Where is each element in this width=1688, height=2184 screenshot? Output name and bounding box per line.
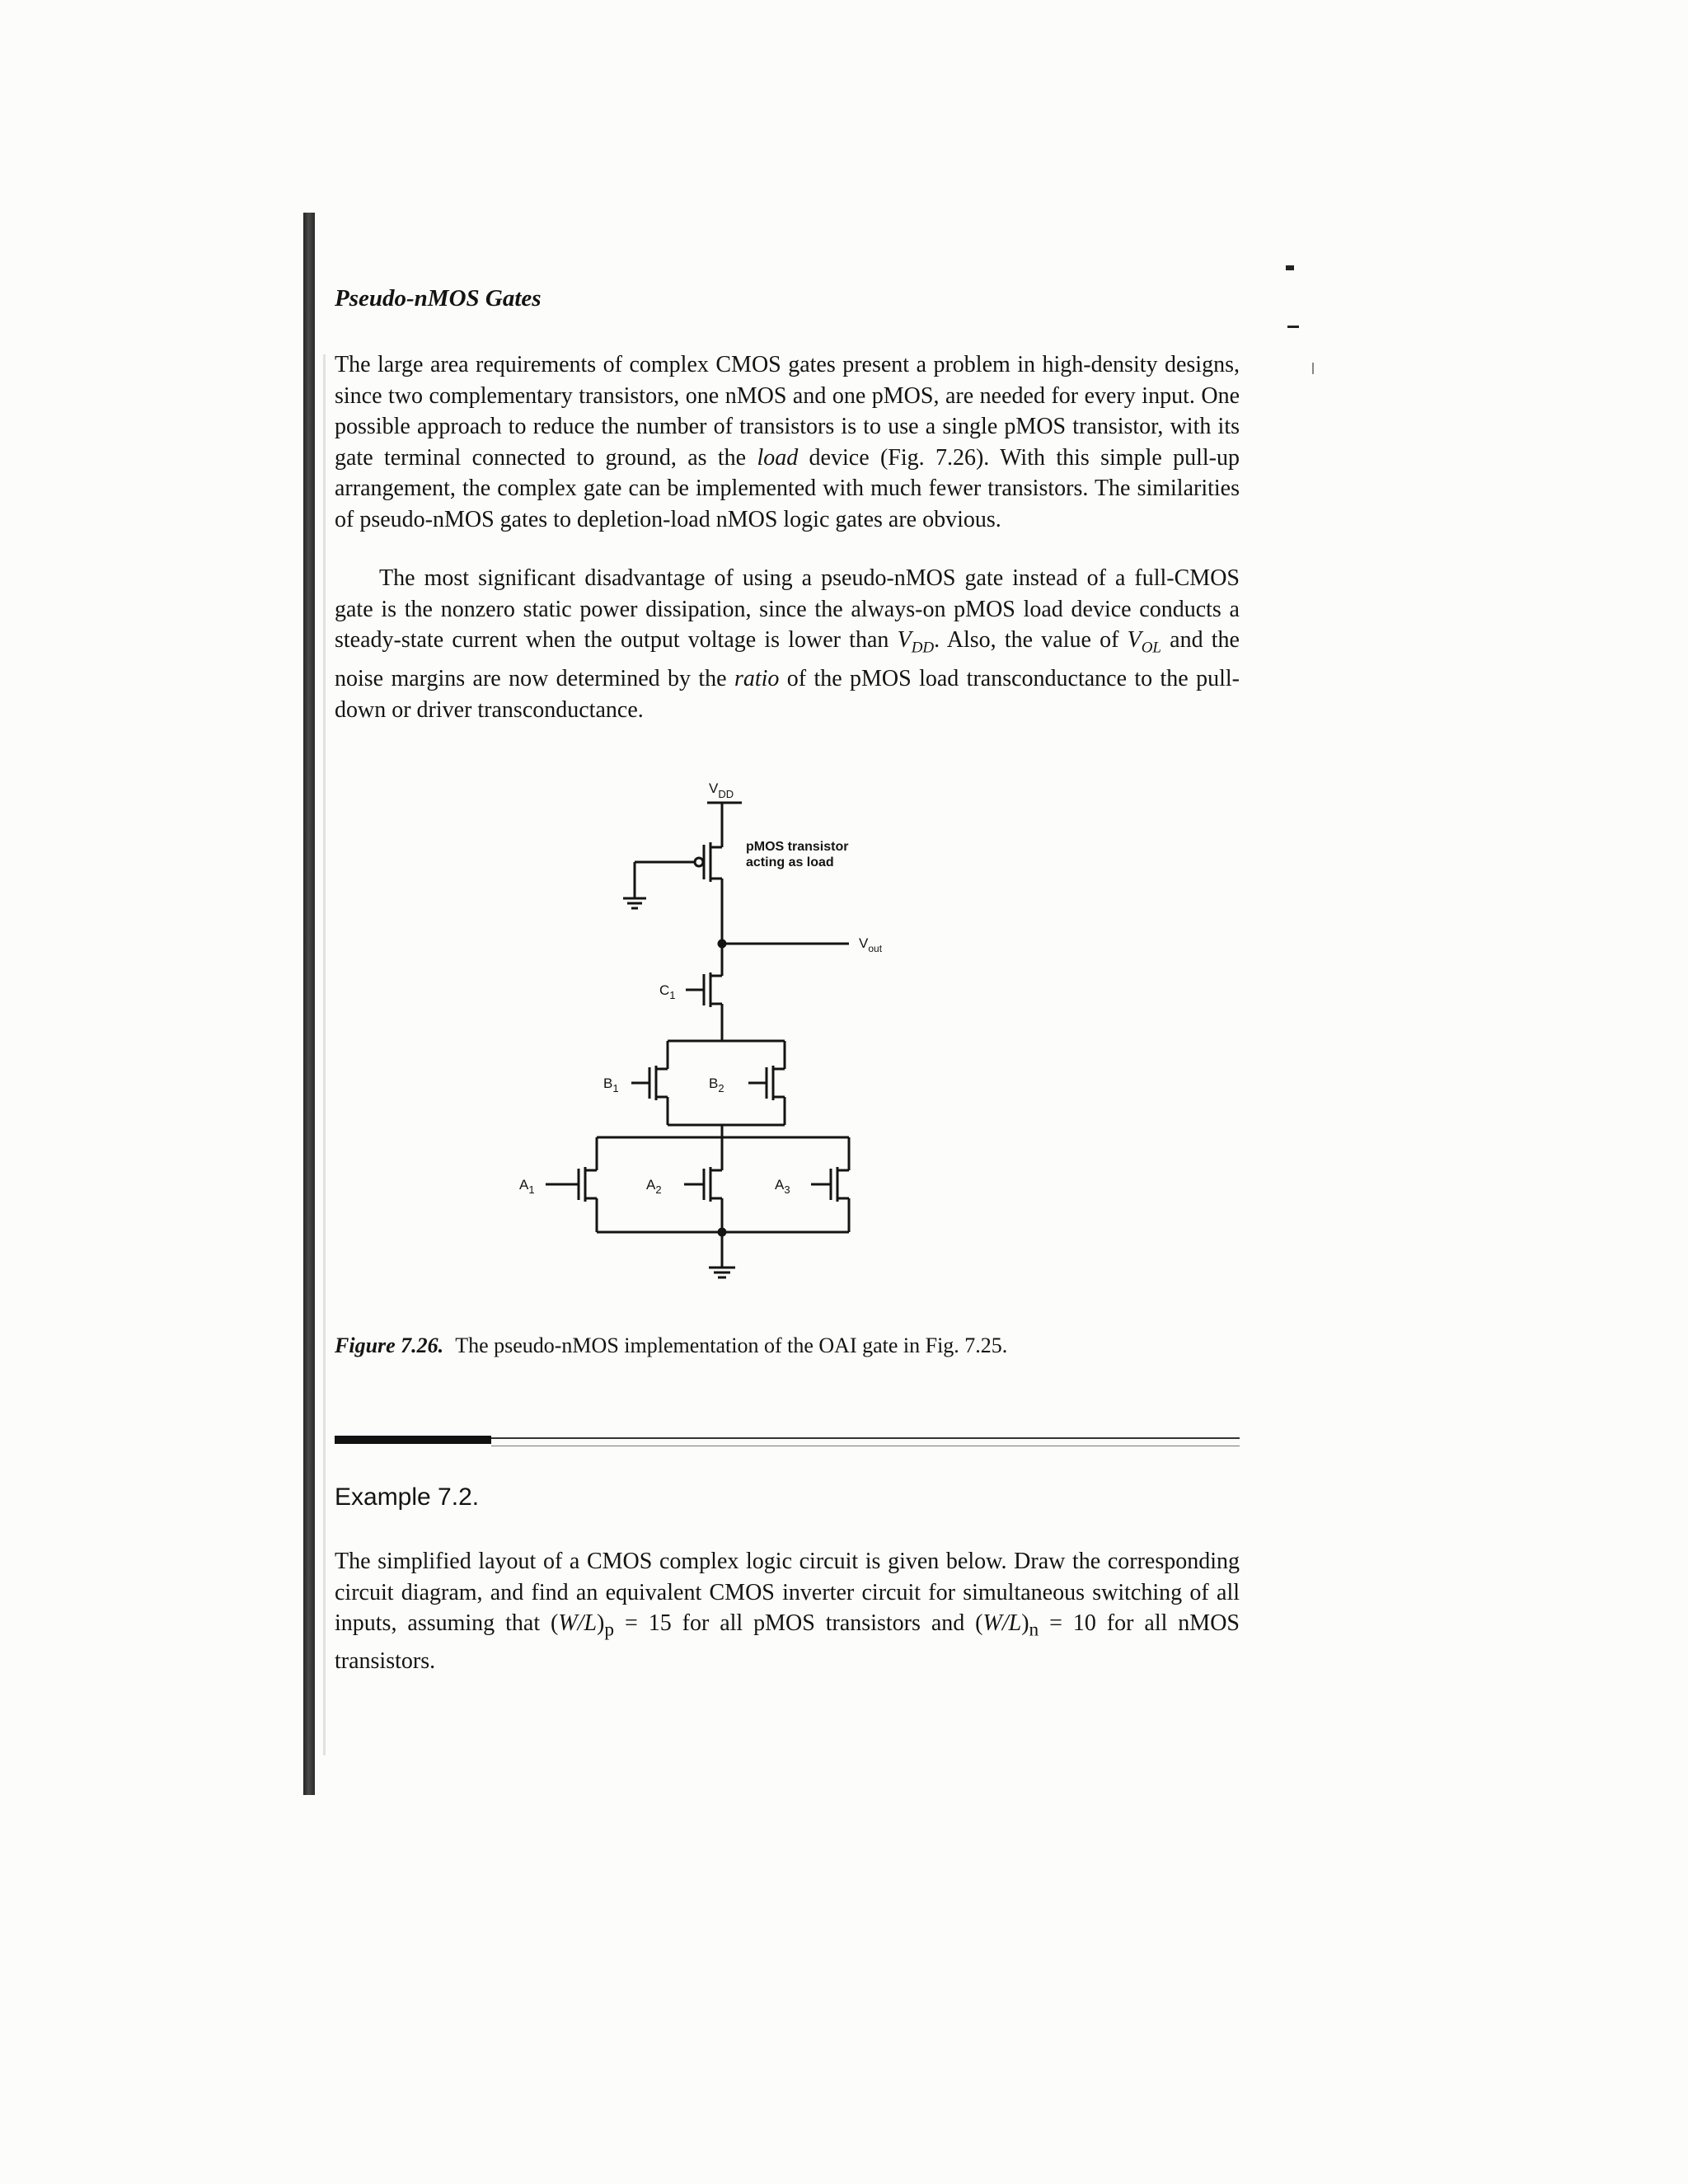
nmos-a3-transistor xyxy=(811,1137,849,1232)
paragraph-text: of the pMOS load transconductance to the pull-down or driver transconductance. xyxy=(335,666,1240,723)
input-label-b2: $B_2$ xyxy=(709,1076,724,1094)
page-binding-edge xyxy=(303,213,315,1795)
emphasis-load: load xyxy=(757,444,799,471)
figure-pseudo-nmos-circuit xyxy=(495,766,956,1294)
ground-icon xyxy=(709,1232,735,1277)
paragraph-text: device (Fig. 7.26). With this simple pull-up arrangement, the complex gate can be implemented with much fewer transistors. The similarities of pseudo-nMOS gates to depletion-load nMOS logic gates are obvious. xyxy=(335,444,1240,532)
paragraph-disadvantage xyxy=(335,563,1240,725)
load-label-line-1: pMOS transistor xyxy=(746,840,849,854)
example-title: Example 7.2. xyxy=(335,1483,480,1511)
paragraph-text: . Also, the value of xyxy=(934,627,1128,653)
paragraph-example-statement: The simplified layout of a CMOS complex logic circuit is given below. Draw the corresponding circuit diagram, and find an equivalent CMOS inverter circuit for simultaneous switching of all inputs, assuming that $(W/L)_p = 15$ for all pMOS transistors and $(W/L)_n = 10$ for all nMOS transistors. xyxy=(335,1549,1240,1675)
nmos-a1-transistor xyxy=(546,1137,597,1232)
figure-caption-text: The pseudo-nMOS implementation of the OAI gate in Fig. 7.25. xyxy=(455,1333,1008,1357)
vdd-label: $V_{DD}$ xyxy=(709,780,734,800)
paragraph-pseudo-nmos-intro xyxy=(335,349,1240,535)
paragraph-text: The most significant disadvantage of using a pseudo-nMOS gate instead of a full-CMOS gate is the nonzero static power dissipation, since the always-on pMOS load device conducts a steady-state current when the output voltage is lower than xyxy=(335,565,1240,653)
emphasis-ratio: ratio xyxy=(734,666,780,692)
nmos-b1-transistor xyxy=(631,1041,668,1125)
nmos-b2-transistor xyxy=(748,1041,785,1125)
figure-caption xyxy=(335,1333,1007,1358)
scan-speck xyxy=(1287,326,1299,328)
symbol-vdd: $V_{DD}$ xyxy=(897,627,935,657)
input-label-a2: $A_2$ xyxy=(646,1177,662,1196)
input-label-a1: $A_1$ xyxy=(519,1177,535,1196)
load-label-line-2: acting as load xyxy=(746,855,834,869)
input-label-c1: $C_1$ xyxy=(659,982,676,1001)
section-heading: Pseudo-nMOS Gates xyxy=(335,285,542,312)
input-label-a3: $A_3$ xyxy=(775,1177,790,1196)
paragraph-text: and the noise margins are now determined by the xyxy=(335,627,1240,692)
page-shadow xyxy=(323,354,326,1755)
pmos-load-transistor xyxy=(635,803,722,948)
nmos-a2-transistor xyxy=(684,1137,722,1232)
scan-speck xyxy=(1312,363,1314,374)
paragraph-text: The large area requirements of complex CMOS gates present a problem in high-density designs, since two complementary transistors, one nMOS and one pMOS, are needed for every input. One possible approach to reduce the number of transistors is to use a single pMOS transistor, with its gate terminal connected to ground, as the xyxy=(335,352,1240,471)
scan-speck xyxy=(1286,265,1294,270)
section-divider-accent xyxy=(335,1436,491,1444)
nmos-c1-transistor xyxy=(686,944,722,1041)
vout-label: $V_{out}$ xyxy=(859,935,883,954)
symbol-vol: $V_{OL}$ xyxy=(1127,627,1161,657)
input-label-b1: $B_1$ xyxy=(603,1076,619,1094)
load-gate-ground-icon xyxy=(623,862,646,908)
figure-caption-label: Figure 7.26. xyxy=(335,1333,444,1357)
